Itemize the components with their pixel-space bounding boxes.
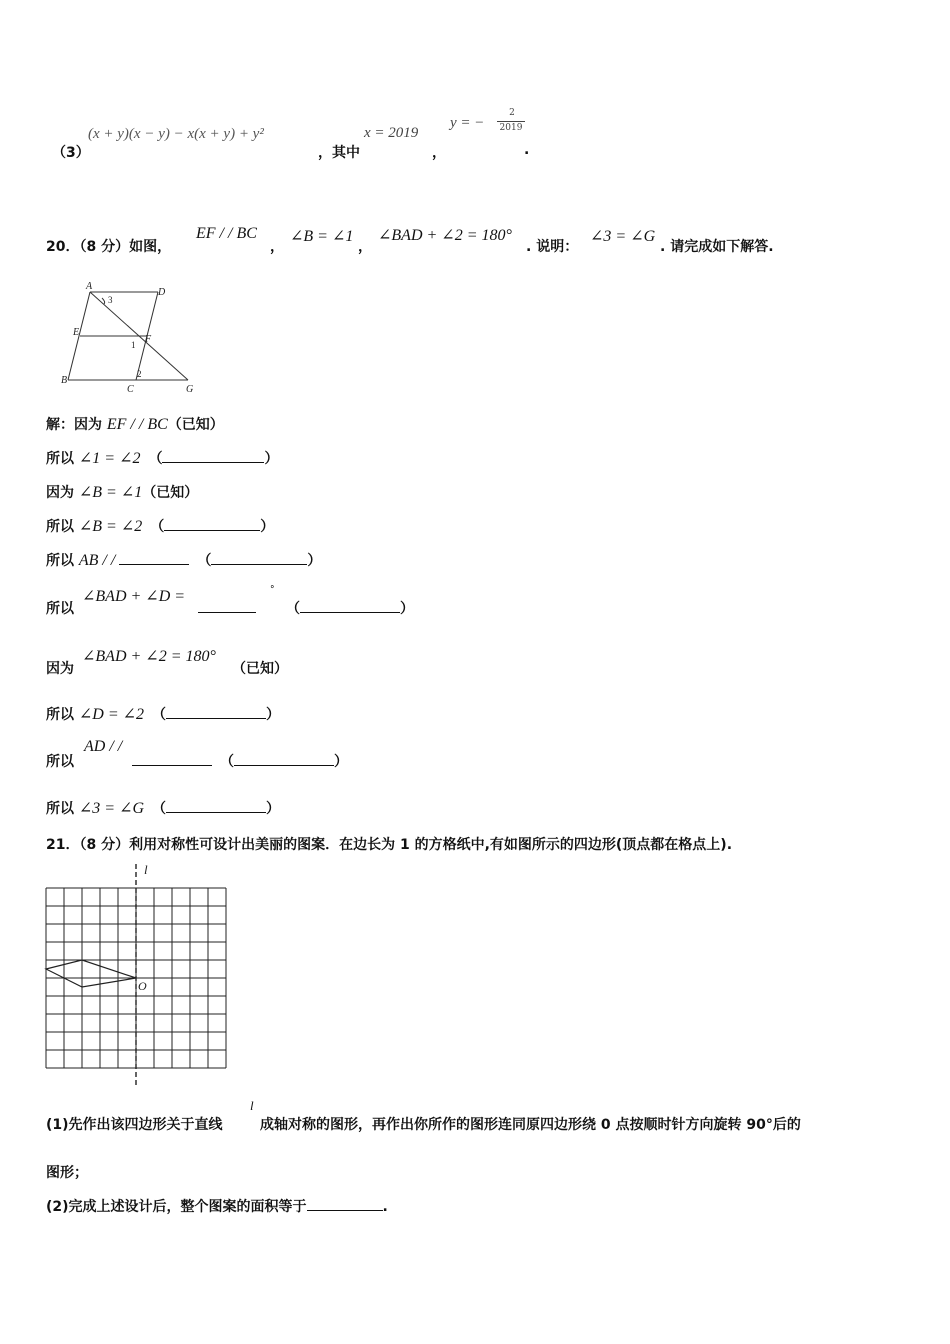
q20-given-sum: ∠BAD + ∠2 = 180°	[378, 227, 512, 244]
q20-sep4: . 请完成如下解答.	[660, 239, 774, 255]
q19-3-cond-y: y = −	[450, 115, 485, 131]
q20-step-7-pre: 因为	[46, 661, 74, 677]
q21-part1-l: l	[250, 1098, 254, 1113]
q20-step-10: 所以 ∠3 = ∠G （ ）	[46, 800, 281, 817]
q19-3-cond-y-denominator: 2019	[499, 123, 523, 133]
axis-label-l: l	[144, 862, 148, 877]
reason-blank[interactable]	[166, 798, 266, 813]
q19-3-label: （3）	[52, 145, 90, 161]
q21-part2: (2)完成上述设计后，整个图案的面积等于 .	[46, 1196, 388, 1216]
q20-step-9-pre: 所以	[46, 754, 74, 770]
q20-step-9-answer: （ ）	[132, 751, 348, 771]
q20-step-3: 因为 ∠B = ∠1（已知）	[46, 484, 199, 501]
label-c: C	[127, 384, 134, 395]
q21-title: 21．（8 分）利用对称性可设计出美丽的图案．在边长为 1 的方格纸中,有如图所示的四边形(顶点都在格点上).	[46, 837, 733, 853]
label-angle-1: 1	[131, 340, 136, 350]
q20-step-6-degree: °	[270, 585, 275, 595]
q20-step-2: 所以 ∠1 = ∠2 （ ）	[46, 450, 279, 467]
q20-given-parallel: EF / / BC	[196, 225, 257, 242]
label-d: D	[158, 287, 166, 298]
q21-part1-a: (1)先作出该四边形关于直线	[46, 1117, 223, 1133]
q20-step-6-reason: （ ）	[286, 598, 414, 618]
label-e: E	[73, 327, 80, 338]
reason-blank[interactable]	[300, 598, 400, 613]
q20-step-9-math: AD / /	[84, 738, 123, 755]
q21-part1-c: 图形；	[46, 1165, 88, 1181]
q20-step-8: 所以 ∠D = ∠2 （ ）	[46, 706, 281, 723]
q21-grid-figure	[40, 860, 240, 1090]
q19-3-sep1: ，其中	[318, 145, 360, 161]
answer-blank[interactable]	[198, 598, 256, 613]
q20-step-1: 解：因为 EF / / BC（已知）	[46, 416, 224, 433]
q20-geometry-figure	[54, 280, 204, 396]
q19-3-sep2: ，	[432, 145, 446, 161]
q19-3-cond-y-numerator: 2	[509, 108, 515, 118]
q20-step-6-pre: 所以	[46, 601, 74, 617]
q20-step-5: 所以 AB / / （ ）	[46, 552, 322, 569]
label-angle-3: 3	[108, 295, 113, 305]
q19-3-expression: (x + y)(x − y) − x(x + y) + y²	[88, 126, 264, 142]
q20-prove: ∠3 = ∠G	[590, 228, 656, 245]
q20-step-7-math: ∠BAD + ∠2 = 180°	[82, 648, 216, 665]
label-angle-2: 2	[137, 369, 142, 379]
label-b: B	[61, 375, 68, 386]
q20-sep3: . 说明：	[526, 239, 579, 255]
label-a: A	[86, 281, 93, 292]
q20-step-4: 所以 ∠B = ∠2 （ ）	[46, 518, 275, 535]
reason-blank[interactable]	[166, 704, 266, 719]
reason-blank[interactable]	[211, 550, 307, 565]
q19-3-cond-x: x = 2019	[364, 125, 419, 141]
q20-given-angles: ∠B = ∠1	[290, 228, 354, 245]
q20-step-6-answer[interactable]	[198, 598, 256, 617]
label-f: F	[145, 334, 152, 345]
q20-sep1: ，	[270, 239, 284, 255]
q20-step-6-math: ∠BAD + ∠D =	[82, 588, 186, 605]
quadrilateral	[46, 960, 136, 987]
q20-step-7-reason: （已知）	[232, 661, 288, 677]
reason-blank[interactable]	[162, 448, 264, 463]
q20-sep2: ，	[358, 239, 372, 255]
label-g: G	[186, 384, 194, 395]
q21-part1-b: 成轴对称的图形，再作出你所作的图形连同原四边形绕 0 点按顺时针方向旋转 90°后的	[260, 1117, 801, 1133]
answer-blank[interactable]	[119, 550, 189, 565]
q20-number: 20．（8 分）如图，	[46, 239, 172, 255]
reason-blank[interactable]	[164, 516, 260, 531]
origin-label-o: O	[138, 979, 147, 993]
q19-3-fraction-bar	[497, 121, 525, 122]
answer-blank[interactable]	[132, 751, 212, 766]
area-answer-blank[interactable]	[307, 1196, 383, 1211]
q19-3-end: .	[524, 142, 530, 158]
reason-blank[interactable]	[234, 751, 334, 766]
